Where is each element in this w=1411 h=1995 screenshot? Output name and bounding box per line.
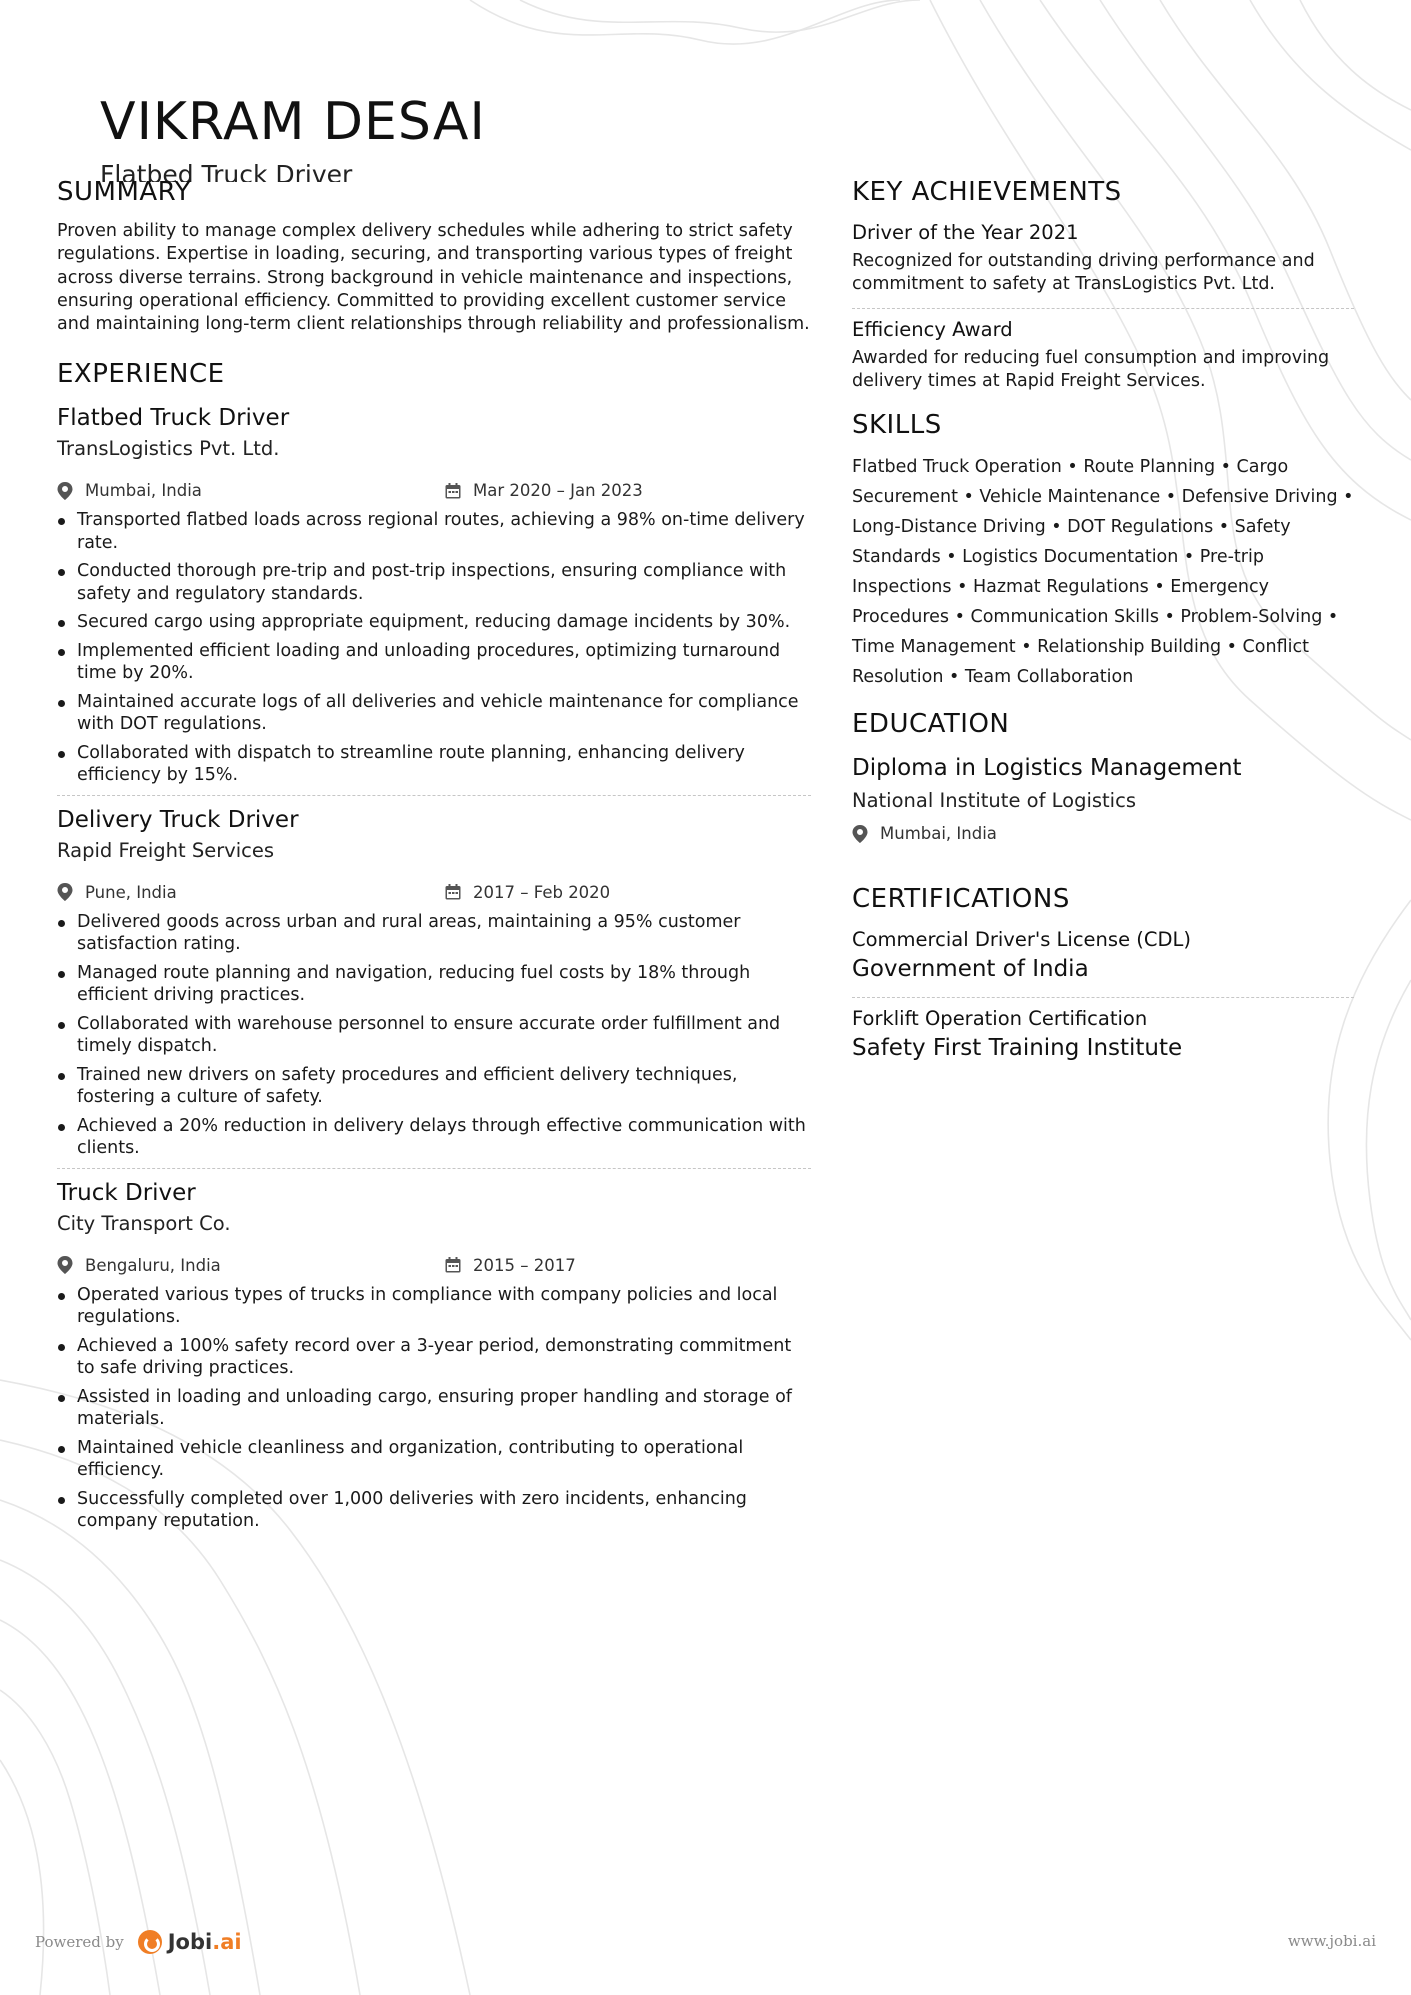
job-bullet: Delivered goods across urban and rural areas, maintaining a 95% customer satisfaction rating.: [57, 911, 811, 956]
job-dates: [445, 481, 643, 500]
job-entry: [57, 1177, 811, 1533]
job-title: Truck Driver: [57, 1179, 196, 1206]
job-bullet: Managed route planning and navigation, reducing fuel costs by 18% through efficient driving practices.: [57, 962, 811, 1007]
job-location-text: Bengaluru, India: [85, 1255, 221, 1275]
job-location-text: Pune, India: [85, 882, 177, 902]
job-title: Flatbed Truck Driver: [57, 405, 290, 432]
right-column: [852, 172, 1354, 1064]
education-location: [852, 824, 1354, 843]
certification-item: [852, 1006, 1354, 1064]
job-location: [57, 481, 202, 500]
certifications-heading: CERTIFICATIONS: [852, 884, 1070, 915]
skills-list: Flatbed Truck Operation • Route Planning • Cargo Securement • Vehicle Maintenance • Defensive Driving • Long-Distance Driving • DOT Regulations • Safety Standards • Logistics Documentation • Pre-trip Inspections • Hazmat Regulations • Emergency Procedures • Communication Skills • Problem-Solving • Time Management • Relationship Building • Conflict Resolution • Team Collaboration: [852, 457, 1354, 688]
job-entry: [57, 402, 811, 787]
job-dates: [445, 883, 610, 902]
calendar-icon: [445, 482, 461, 500]
jobi-logo[interactable]: [138, 1930, 242, 1954]
footer-website-link[interactable]: www.jobi.ai: [1287, 1932, 1376, 1950]
job-bullet: Achieved a 100% safety record over a 3-year period, demonstrating commitment to safe driving practices.: [57, 1335, 811, 1380]
job-bullet: Achieved a 20% reduction in delivery delays through effective communication with clients.: [57, 1115, 811, 1160]
job-bullet: Maintained vehicle cleanliness and organization, contributing to operational efficiency.: [57, 1437, 811, 1482]
job-divider: [57, 1168, 811, 1169]
achievement-desc: Awarded for reducing fuel consumption and improving delivery times at Rapid Freight Services.: [852, 347, 1330, 391]
job-dates: [445, 1256, 576, 1275]
summary-text: Proven ability to manage complex delivery schedules while adhering to strict safety regulations. Expertise in loading, securing, and transporting various types of freight across diverse terrains. Strong background in vehicle maintenance and inspections, ensuring operational efficiency. Committed to providing excellent customer service and maintaining long-term client relationships through reliability and professionalism.: [57, 221, 810, 335]
achievement-title: Driver of the Year 2021: [852, 221, 1079, 244]
job-meta: [57, 1250, 811, 1280]
candidate-name: VIKRAM DESAI: [100, 92, 486, 152]
map-pin-icon: [57, 883, 73, 901]
job-company: Rapid Freight Services: [57, 838, 275, 862]
certification-org: Government of India: [852, 956, 1089, 983]
job-location-text: Mumbai, India: [85, 481, 202, 501]
job-bullet: Implemented efficient loading and unloading procedures, optimizing turnaround time by 20%.: [57, 640, 811, 685]
job-location: [57, 1256, 221, 1275]
job-divider: [57, 795, 811, 796]
left-column: [57, 172, 811, 1539]
powered-by-text: Powered by: [35, 1933, 124, 1951]
certification-item: [852, 927, 1354, 985]
job-bullet: Collaborated with warehouse personnel to ensure accurate order fulfillment and timely dispatch.: [57, 1013, 811, 1058]
job-meta: [57, 475, 811, 505]
map-pin-icon: [57, 1256, 73, 1274]
job-bullets: [57, 911, 811, 1160]
job-bullet: Transported flatbed loads across regional routes, achieving a 98% on-time delivery rate.: [57, 509, 811, 554]
jobi-logo-text: [168, 1930, 242, 1954]
achievement-divider: [852, 308, 1354, 309]
calendar-icon: [445, 1256, 461, 1274]
jobi-brand-main: Jobi: [167, 1930, 213, 1954]
jobi-logo-icon: [138, 1930, 162, 1954]
jobi-brand-suffix: .ai: [212, 1930, 242, 1954]
job-company: City Transport Co.: [57, 1211, 231, 1235]
footer-powered-by: [35, 1930, 242, 1954]
map-pin-icon: [852, 825, 868, 843]
candidate-role: Flatbed Truck Driver: [100, 160, 353, 182]
job-dates-text: Mar 2020 – Jan 2023: [473, 481, 643, 501]
job-bullet: Collaborated with dispatch to streamline route planning, enhancing delivery efficiency by 15%.: [57, 742, 811, 787]
job-bullet: Conducted thorough pre-trip and post-trip inspections, ensuring compliance with safety and regulatory standards.: [57, 560, 811, 605]
education-degree: Diploma in Logistics Management: [852, 755, 1242, 782]
job-title: Delivery Truck Driver: [57, 806, 299, 833]
job-entry: [57, 804, 811, 1160]
certification-divider: [852, 997, 1354, 998]
education-heading: EDUCATION: [852, 709, 1010, 740]
certification-org: Safety First Training Institute: [852, 1035, 1183, 1062]
experience-heading: EXPERIENCE: [57, 359, 225, 390]
job-bullet: Trained new drivers on safety procedures and efficient delivery techniques, fostering a culture of safety.: [57, 1064, 811, 1109]
summary-heading: SUMMARY: [57, 177, 191, 207]
calendar-icon: [445, 883, 461, 901]
job-bullet: Successfully completed over 1,000 deliveries with zero incidents, enhancing company reputation.: [57, 1488, 811, 1533]
map-pin-icon: [57, 482, 73, 500]
achievements-heading: KEY ACHIEVEMENTS: [852, 177, 1122, 207]
job-bullet: Operated various types of trucks in compliance with company policies and local regulations.: [57, 1284, 811, 1329]
job-dates-text: 2015 – 2017: [473, 1255, 576, 1275]
job-bullet: Assisted in loading and unloading cargo, ensuring proper handling and storage of materials.: [57, 1386, 811, 1431]
job-bullets: [57, 1284, 811, 1533]
job-meta: [57, 877, 811, 907]
education-location-text: Mumbai, India: [880, 824, 997, 844]
certification-name: Commercial Driver's License (CDL): [852, 928, 1191, 952]
certification-name: Forklift Operation Certification: [852, 1007, 1148, 1031]
achievement-item: [852, 220, 1354, 297]
education-school: National Institute of Logistics: [852, 789, 1136, 813]
job-bullet: Maintained accurate logs of all deliveries and vehicle maintenance for compliance with DOT regulations.: [57, 691, 811, 736]
job-dates-text: 2017 – Feb 2020: [473, 882, 611, 902]
job-bullets: [57, 509, 811, 787]
achievement-item: [852, 317, 1354, 394]
achievement-title: Efficiency Award: [852, 317, 1013, 341]
skills-heading: SKILLS: [852, 410, 942, 441]
job-bullet: Secured cargo using appropriate equipment, reducing damage incidents by 30%.: [57, 611, 811, 634]
job-location: [57, 883, 177, 902]
achievement-desc: Recognized for outstanding driving performance and commitment to safety at TransLogistics Pvt. Ltd.: [852, 251, 1315, 295]
job-company: TransLogistics Pvt. Ltd.: [57, 437, 280, 461]
